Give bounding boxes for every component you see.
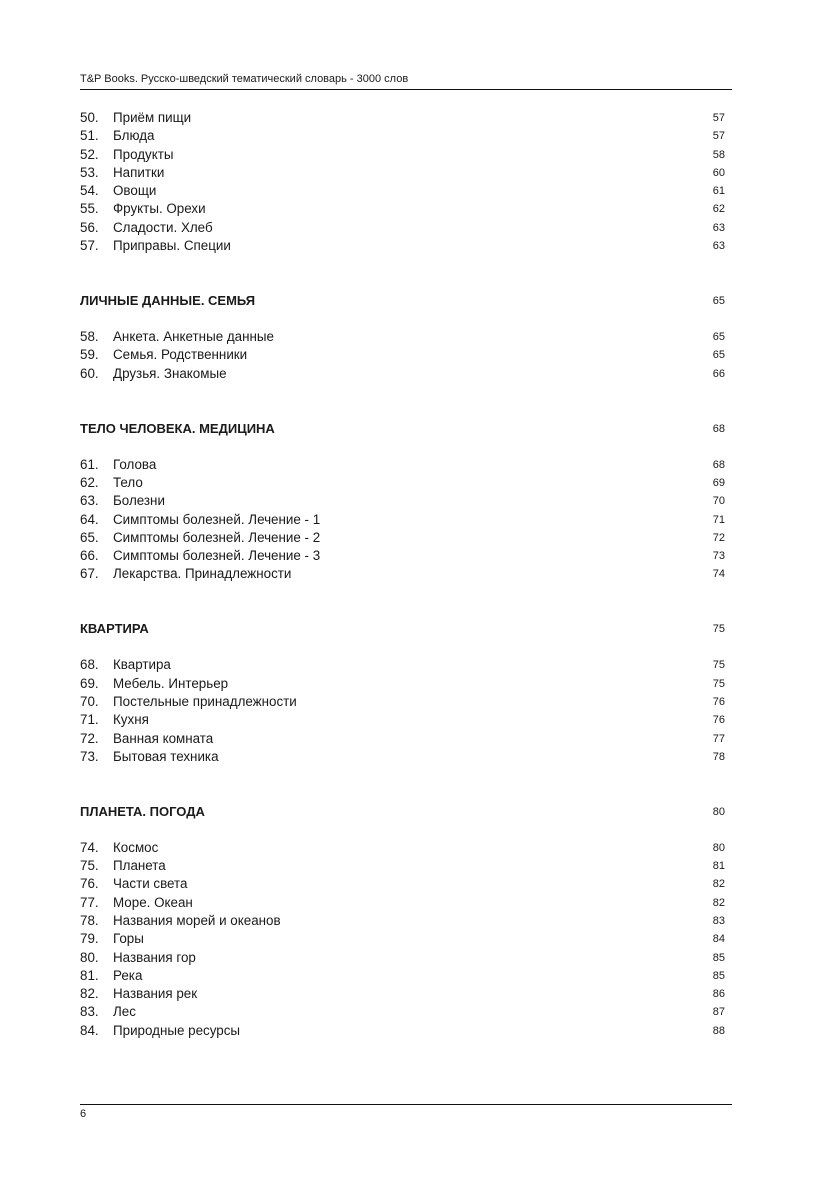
toc-entry <box>80 839 725 857</box>
section-heading-page: 75 <box>712 623 725 636</box>
entry-number: 60. <box>80 365 99 381</box>
footer-rule <box>80 1104 732 1105</box>
toc-entry <box>80 912 725 930</box>
toc-entry <box>80 675 725 693</box>
toc-entry <box>80 219 725 237</box>
section-heading-page: 80 <box>712 805 725 818</box>
toc-entry <box>80 565 725 583</box>
table-of-contents <box>80 109 725 1040</box>
entry-page: 82 <box>712 878 725 891</box>
entry-title: Море. Океан <box>113 894 193 910</box>
entry-number: 81. <box>80 967 99 983</box>
page-number: 6 <box>80 1108 87 1120</box>
entry-number: 69. <box>80 675 99 691</box>
entry-title: Болезни <box>113 493 165 509</box>
entry-title: Природные ресурсы <box>113 1022 241 1038</box>
section-heading <box>80 620 725 638</box>
toc-section <box>80 420 725 584</box>
toc-entry <box>80 656 725 674</box>
entry-number: 66. <box>80 548 99 564</box>
entry-page: 77 <box>712 732 725 745</box>
entry-title: Постельные принадлежности <box>113 693 297 709</box>
entry-page: 60 <box>712 166 725 179</box>
toc-entry <box>80 328 725 346</box>
entry-number: 58. <box>80 329 99 345</box>
entry-number: 52. <box>80 146 99 162</box>
entry-number: 65. <box>80 529 99 545</box>
entry-number: 55. <box>80 201 99 217</box>
entry-page: 76 <box>712 695 725 708</box>
header-rule <box>80 89 732 90</box>
entry-title: Симптомы болезней. Лечение - 2 <box>113 529 321 545</box>
entry-page: 71 <box>712 513 725 526</box>
entry-page: 63 <box>712 221 725 234</box>
toc-entry <box>80 109 725 127</box>
entry-page: 70 <box>712 495 725 508</box>
entry-number: 82. <box>80 986 99 1002</box>
entry-title: Горы <box>113 931 144 947</box>
entry-page: 82 <box>712 896 725 909</box>
entry-title: Кухня <box>113 712 149 728</box>
entry-page: 58 <box>712 148 725 161</box>
toc-entry <box>80 164 725 182</box>
entry-number: 77. <box>80 894 99 910</box>
entry-number: 53. <box>80 164 99 180</box>
section-heading <box>80 803 725 821</box>
entry-page: 75 <box>712 659 725 672</box>
entry-number: 62. <box>80 474 99 490</box>
toc-section <box>80 109 725 255</box>
toc-entry <box>80 967 725 985</box>
toc-entry <box>80 492 725 510</box>
entry-number: 80. <box>80 949 99 965</box>
entry-number: 51. <box>80 128 99 144</box>
entry-page: 88 <box>712 1024 725 1037</box>
entry-page: 57 <box>712 130 725 143</box>
entry-number: 78. <box>80 913 99 928</box>
entry-title: Названия морей и океанов <box>113 913 281 928</box>
entry-number: 67. <box>80 566 99 582</box>
entry-page: 83 <box>712 915 725 927</box>
toc-entry <box>80 200 725 218</box>
entry-page: 80 <box>712 841 725 854</box>
toc-entry <box>80 529 725 547</box>
entry-number: 73. <box>80 748 99 764</box>
toc-entry <box>80 949 725 967</box>
entry-title: Семья. Родственники <box>113 347 248 363</box>
section-heading <box>80 420 725 438</box>
entry-page: 61 <box>712 185 725 198</box>
entry-page: 78 <box>712 750 725 763</box>
entry-page: 63 <box>712 240 725 253</box>
entry-title: Части света <box>113 876 188 892</box>
entry-page: 76 <box>712 714 725 727</box>
entry-title: Тело <box>113 474 143 490</box>
entry-title: Лекарства. Принадлежности <box>113 566 292 582</box>
toc-entry <box>80 985 725 1003</box>
entry-title: Блюда <box>113 128 155 144</box>
entry-page: 74 <box>712 568 725 581</box>
entry-title: Мебель. Интерьер <box>113 675 229 691</box>
entry-page: 65 <box>712 331 725 344</box>
toc-entry <box>80 547 725 565</box>
entry-number: 56. <box>80 219 99 235</box>
entry-title: Сладости. Хлеб <box>113 219 213 235</box>
entry-page: 62 <box>712 203 725 216</box>
entry-title: Ванная комната <box>113 730 214 746</box>
entry-page: 87 <box>712 1006 725 1019</box>
running-header: T&P Books. Русско-шведский тематический словарь - 3000 слов <box>80 73 409 85</box>
entry-title: Космос <box>113 839 159 855</box>
entry-number: 64. <box>80 511 99 527</box>
entry-number: 63. <box>80 493 99 509</box>
entry-number: 74. <box>80 839 99 855</box>
entry-title: Продукты <box>113 146 174 162</box>
section-heading-title: ЛИЧНЫЕ ДАННЫЕ. СЕМЬЯ <box>80 293 256 309</box>
entry-title: Планета <box>113 858 166 874</box>
toc-section <box>80 803 725 1040</box>
entry-page: 66 <box>712 367 725 380</box>
entry-title: Голова <box>113 456 157 472</box>
toc-entry <box>80 182 725 200</box>
toc-entry <box>80 127 725 145</box>
entry-page: 57 <box>712 112 725 124</box>
toc-entry <box>80 146 725 164</box>
entry-number: 70. <box>80 693 99 709</box>
entry-number: 84. <box>80 1022 99 1038</box>
entry-title: Приправы. Специи <box>113 238 231 254</box>
toc-section <box>80 620 725 766</box>
entry-page: 72 <box>712 531 725 544</box>
entry-page: 81 <box>712 860 725 873</box>
section-heading-title: ПЛАНЕТА. ПОГОДА <box>80 803 205 819</box>
toc-entry <box>80 857 725 875</box>
entry-title: Приём пищи <box>113 110 192 125</box>
toc-entry <box>80 875 725 893</box>
entry-title: Квартира <box>113 657 171 673</box>
entry-title: Друзья. Знакомые <box>113 365 227 381</box>
section-heading-page: 65 <box>712 295 725 308</box>
entry-page: 85 <box>712 969 725 982</box>
entry-number: 61. <box>80 456 99 472</box>
entry-number: 79. <box>80 931 99 947</box>
section-heading-page: 68 <box>712 422 725 435</box>
entry-title: Симптомы болезней. Лечение - 1 <box>113 511 321 527</box>
entry-title: Лес <box>113 1004 136 1020</box>
entry-number: 72. <box>80 730 99 746</box>
toc-section <box>80 292 725 383</box>
section-heading-title: КВАРТИРА <box>80 621 149 637</box>
entry-page: 68 <box>712 458 725 471</box>
toc-entry <box>80 1003 725 1021</box>
entry-number: 76. <box>80 876 99 892</box>
toc-entry <box>80 511 725 529</box>
entry-page: 84 <box>712 933 725 946</box>
toc-entry <box>80 365 725 383</box>
toc-entry <box>80 693 725 711</box>
entry-number: 71. <box>80 712 99 728</box>
entry-page: 65 <box>712 349 725 362</box>
toc-entry <box>80 237 725 255</box>
entry-number: 75. <box>80 858 99 874</box>
toc-entry <box>80 1022 725 1040</box>
entry-title: Названия гор <box>113 949 196 965</box>
entry-title: Анкета. Анкетные данные <box>113 329 274 345</box>
entry-title: Бытовая техника <box>113 748 219 764</box>
entry-title: Названия рек <box>113 986 198 1002</box>
toc-entry <box>80 456 725 474</box>
section-heading <box>80 292 725 310</box>
entry-number: 57. <box>80 238 99 254</box>
toc-entry <box>80 730 725 748</box>
entry-title: Овощи <box>113 183 157 199</box>
entry-number: 83. <box>80 1004 99 1020</box>
entry-number: 54. <box>80 183 99 199</box>
entry-page: 73 <box>712 550 725 563</box>
entry-page: 69 <box>712 476 725 489</box>
entry-page: 75 <box>712 677 725 690</box>
toc-entry <box>80 930 725 948</box>
section-heading-title: ТЕЛО ЧЕЛОВЕКА. МЕДИЦИНА <box>80 420 275 436</box>
entry-title: Напитки <box>113 164 165 180</box>
toc-entry <box>80 346 725 364</box>
entry-title: Фрукты. Орехи <box>113 201 206 217</box>
entry-page: 86 <box>712 988 725 1001</box>
entry-number: 68. <box>80 657 99 673</box>
entry-title: Симптомы болезней. Лечение - 3 <box>113 548 321 564</box>
entry-number: 50. <box>80 110 99 125</box>
entry-page: 85 <box>712 951 725 964</box>
entry-title: Река <box>113 967 143 983</box>
entry-number: 59. <box>80 347 99 363</box>
toc-entry <box>80 474 725 492</box>
toc-entry <box>80 748 725 766</box>
toc-entry <box>80 711 725 729</box>
toc-entry <box>80 894 725 912</box>
